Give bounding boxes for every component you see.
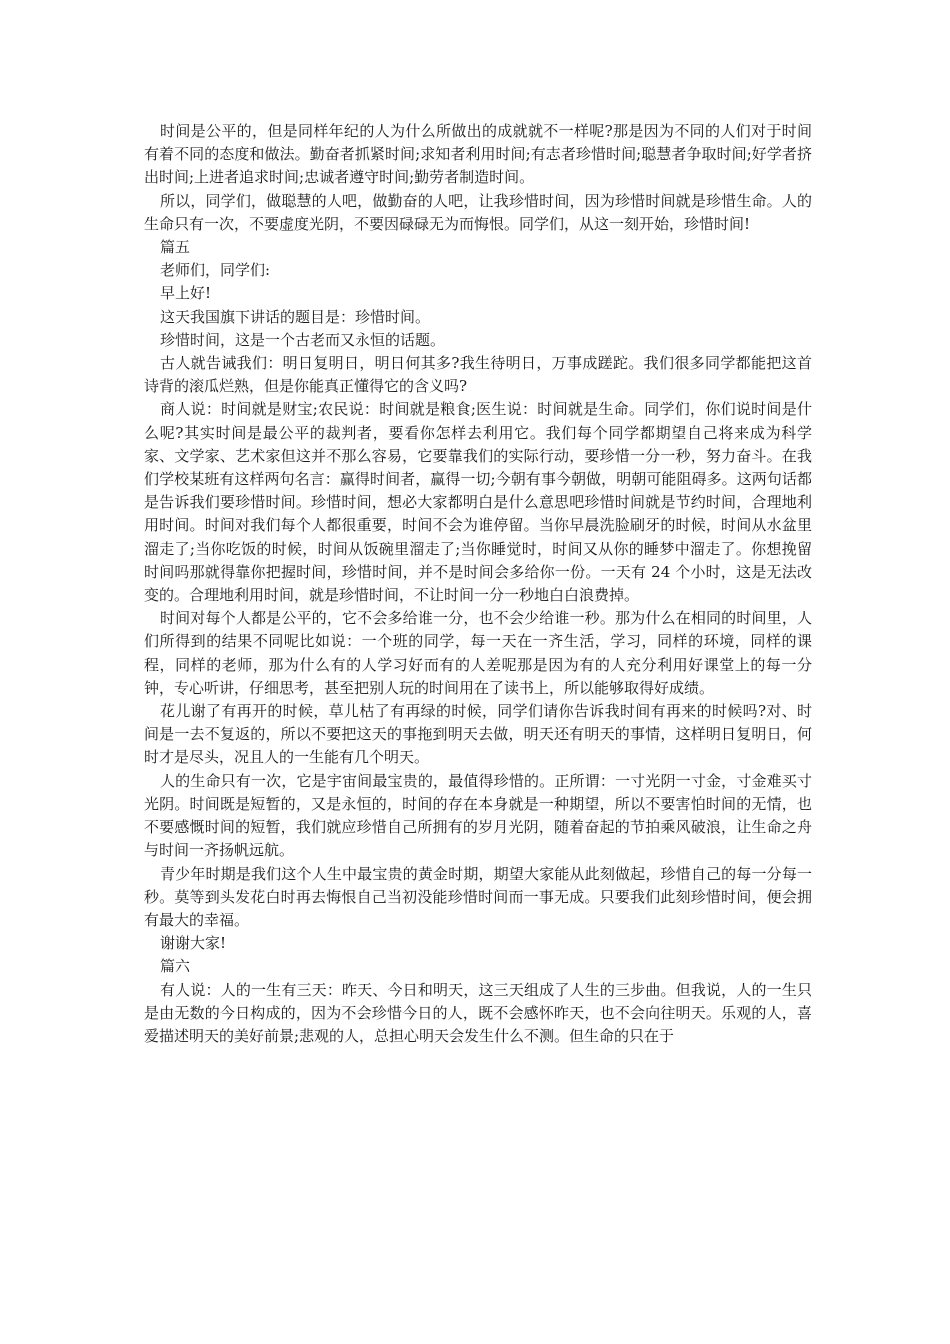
paragraph-time-is: 商人说：时间就是财宝;农民说：时间就是粮食;医生说：时间就是生命。同学们，你们说时间是什么呢?其实时间是最公平的裁判者，要看你怎样去利用它。我们每个同学都期望自己将来成为科学家、文学家、艺术家但这并不那么容易，它要靠我们的实际行动，要珍惜一分一秒，努力奋斗。在我们学校某班有这样两句名言：赢得时间者，赢得一切;今朝有事今朝做，明朝可能阻碍多。这两句话都是告诉我们要珍惜时间。珍惜时间，想必大家都明白是什么意思吧珍惜时间就是节约时间，合理地利用时间。时间对我们每个人都很重要，时间不会为谁停留。当你早晨洗脸刷牙的时候，时间从水盆里溜走了;当你吃饭的时候，时间从饭碗里溜走了;当你睡觉时，时间又从你的睡梦中溜走了。你想挽留时间吗那就得靠你把握时间，珍惜时间，并不是时间会多给你一份。一天有 24 个小时，这是无法改变的。合理地利用时间，就是珍惜时间，不让时间一分一秒地白白浪费掉。 (144, 400, 812, 605)
salutation: 老师们，同学们: (160, 261, 271, 280)
paragraph-time-fair: 时间是公平的，但是同样年纪的人为什么所做出的成就就不一样呢?那是因为不同的人们对于时间有着不同的态度和做法。勤奋者抓紧时间;求知者利用时间;有志者珍惜时间;聪慧者争取时间;好学者挤出时间;上进者追求时间;忠诚者遵守时间;勤劳者制造时间。 (144, 122, 812, 187)
section-heading-5: 篇五 (160, 238, 191, 257)
paragraph-fair-to-all: 时间对每个人都是公平的，它不会多给谁一分，也不会少给谁一秒。那为什么在相同的时间里，人们所得到的结果不同呢比如说：一个班的同学，每一天在一齐生活，学习，同样的环境，同样的课程，同样的老师，那为什么有的人学习好而有的人差呢那是因为有的人充分利用好课堂上的每一分钟，专心听讲，仔细思考，甚至把别人玩的时间用在了读书上，所以能够取得好成绩。 (144, 609, 812, 697)
paragraph-ancient-topic: 珍惜时间，这是一个古老而又永恒的话题。 (160, 330, 446, 349)
paragraph-flowers: 花儿谢了有再开的时候，草儿枯了有再绿的时候，同学们请你告诉我时间有再来的时候吗?对、时间是一去不复返的，所以不要把这天的事拖到明天去做，明天还有明天的事情，这样明日复明日，何时才是尽头，况且人的一生能有几个明天。 (144, 702, 812, 767)
greeting: 早上好! (160, 284, 212, 303)
document-body (144, 120, 812, 1048)
paragraph-youth: 青少年时期是我们这个人生中最宝贵的黄金时期，期望大家能从此刻做起，珍惜自己的每一分每一秒。莫等到头发花白时再去悔恨自己当初没能珍惜时间而一事无成。只要我们此刻珍惜时间，便会拥有最大的幸福。 (144, 864, 812, 929)
closing-thanks: 谢谢大家! (160, 934, 227, 953)
paragraph-poem: 古人就告诫我们：明日复明日，明日何其多?我生待明日，万事成蹉跎。我们很多同学都能把这首诗背的滚瓜烂熟，但是你能真正懂得它的含义吗? (144, 354, 812, 396)
speech-topic: 这天我国旗下讲话的题目是：珍惜时间。 (160, 307, 431, 326)
paragraph-cherish-life: 所以，同学们，做聪慧的人吧，做勤奋的人吧，让我珍惜时间，因为珍惜时间就是珍惜生命。人的生命只有一次，不要虚度光阴，不要因碌碌无为而悔恨。同学们，从这一刻开始，珍惜时间! (144, 191, 812, 233)
paragraph-three-days: 有人说：人的一生有三天：昨天、今日和明天，这三天组成了人生的三步曲。但我说，人的一生只是由无数的今日构成的，因为不会珍惜今日的人，既不会感怀昨天，也不会向往明天。乐观的人，喜爱描述明天的美好前景;悲观的人，总担心明天会发生什么不测。但生命的只在于 (144, 980, 812, 1045)
paragraph-life-once: 人的生命只有一次，它是宇宙间最宝贵的，最值得珍惜的。正所谓：一寸光阴一寸金，寸金难买寸光阴。时间既是短暂的，又是永恒的，时间的存在本身就是一种期望，所以不要害怕时间的无情，也不要感慨时间的短暂，我们就应珍惜自己所拥有的岁月光阴，随着奋起的节拍乘风破浪，让生命之舟与时间一齐扬帆远航。 (144, 771, 812, 860)
section-heading-6: 篇六 (160, 957, 191, 976)
